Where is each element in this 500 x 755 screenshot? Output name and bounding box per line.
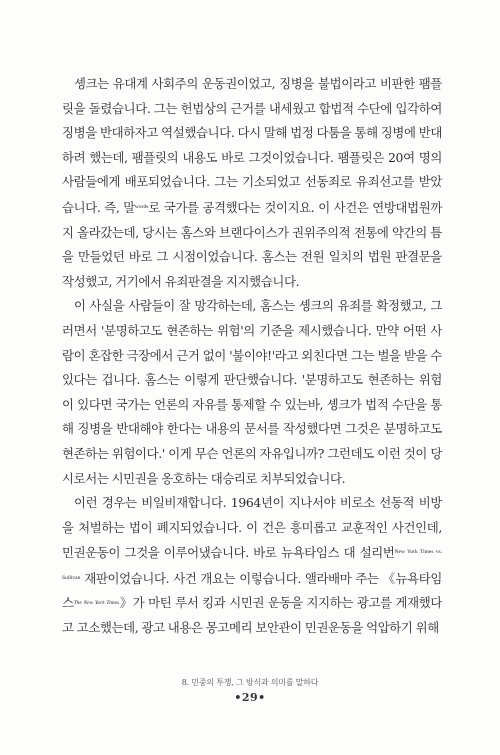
paragraph-3-text-a: 이런 경우는 비일비재합니다. 1964년이 지나서야 비로소 선동적 비방을 처벌하는 법이 폐지되었습니다. 이 건은 흥미롭고 교훈적인 사건인데, 민권운동이 그것을 이루어냈습니다. 바로 뉴욕타임스 대 설리번	[62, 495, 442, 561]
original-term-words: words	[134, 203, 149, 210]
running-title: 8. 민중의 투쟁, 그 방식과 의미를 말하다	[181, 678, 319, 687]
paragraph-1-text-b: 로 국가를 공격했다는 것이지요. 이 사건은 연방대법원까지 올라갔는데, 당시는 홈스와 브랜다이스가 권위주의적 전통에 약간의 틈을 만들었던 바로 그 시점이었습니다. 홈스는 전원 일치의 법원 판결문을 작성했고, 거기에서 유죄판결을 지지했습니다.	[62, 199, 442, 289]
original-term-case-name: New York Times vs. Sullivan	[62, 549, 442, 581]
original-term-newspaper: The New York Times	[73, 600, 120, 607]
paragraph-2	[62, 294, 442, 491]
paragraph-3-text-c: 》가 마틴 루서 킹과 시민권 운동을 지지하는 광고를 게재했다고 고소했는데, 광고 내용은 몽고메리 보안관이 민권운동을 억압하기 위해	[62, 595, 442, 636]
paragraph-3	[62, 491, 442, 641]
paragraph-1	[62, 72, 442, 294]
body-text	[62, 72, 442, 641]
paragraph-3-text-b: 재판이었습니다. 사건 개요는 이렇습니다. 앨라배마 주는 《뉴욕타임스	[62, 570, 442, 611]
paragraph-2-text: 이 사실을 사람들이 잘 망각하는데, 홈스는 솅크의 유죄를 확정했고, 그러면서 '분명하고도 현존하는 위험'의 기준을 제시했습니다. 만약 어떤 사람이 혼잡한 극장에서 근거 없이 '불이야!'라고 외친다면 그는 벌을 받을 수 있다는 겁니다. 홈스는 이렇게 판단했습니다. '분명하고도 현존하는 위험이 있다면 국가는 언론의 자유를 통제할 수 있는바, 솅크가 법적 수단을 통해 징병을 반대해야 한다는 내용의 문서를 작성했다면 그것은 분명하고도 현존하는 위험이다.' 이게 무슨 언론의 자유입니까? 그런데도 이런 것이 당시로서는 시민권을 옹호하는 대승리로 치부되었습니다.	[62, 298, 442, 486]
page-number: •29•	[234, 691, 266, 704]
paragraph-1-text-a: 솅크는 유대계 사회주의 운동권이었고, 징병을 불법이라고 비판한 팸플릿을 돌렸습니다. 그는 헌법상의 근거를 내세웠고 합법적 수단에 입각하여 징병을 반대하자고 역설했습니다. 다시 말해 법정 다툼을 통해 징병에 반대하려 했는데, 팸플릿의 내용도 바로 그것이었습니다. 팸플릿은 20여 명의 사람들에게 배포되었습니다. 그는 기소되었고 선동죄로 유죄선고를 받았습니다. 즉, 말	[62, 76, 442, 215]
